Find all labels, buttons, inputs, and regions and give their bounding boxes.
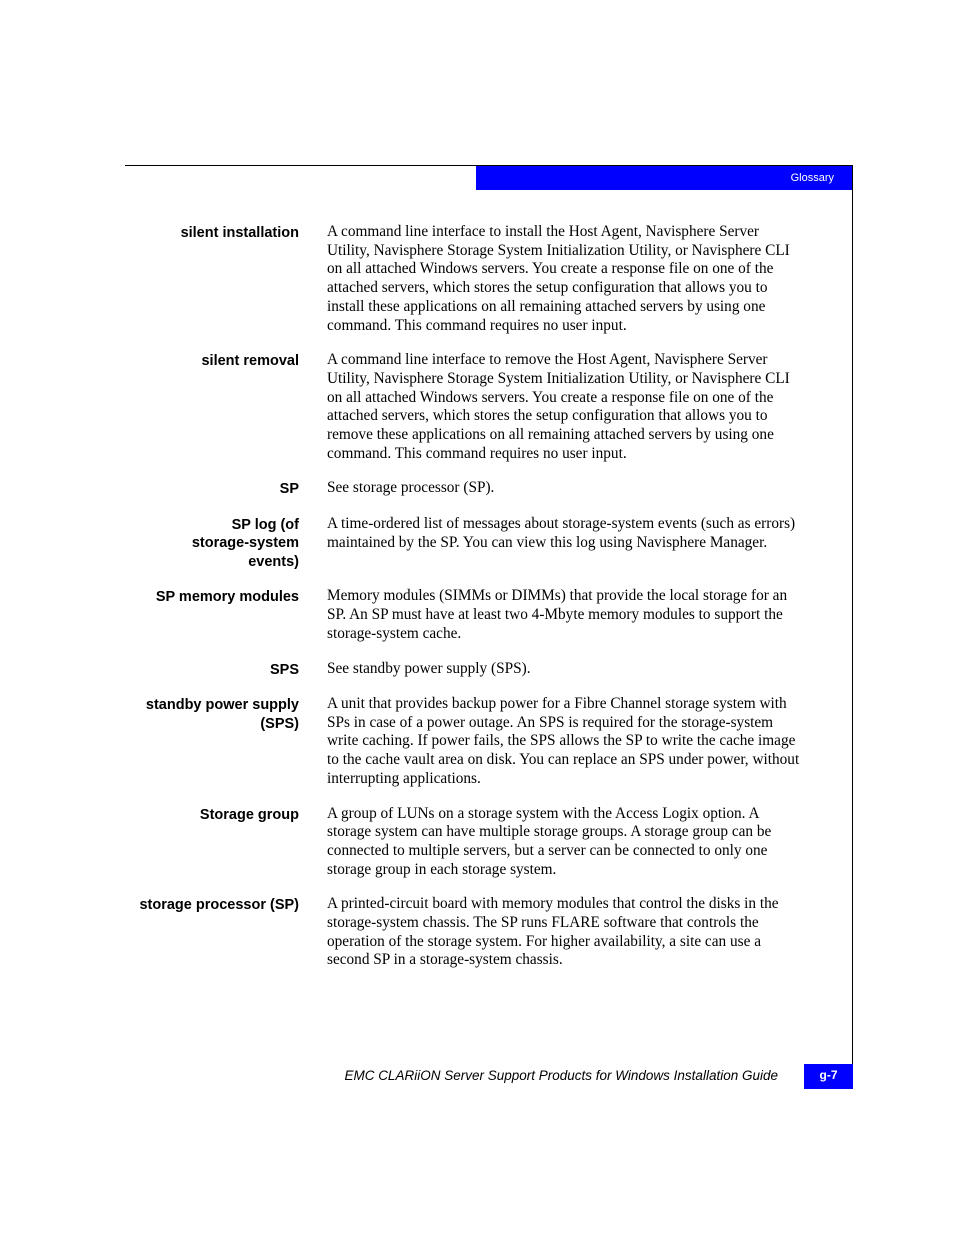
glossary-definition: A time-ordered list of messages about storage-system events (such as errors) maintained by the SP. You can view this log using Navisphere Manager.: [327, 514, 796, 551]
glossary-entry: [0, 660, 954, 680]
glossary-definition: A unit that provides backup power for a Fibre Channel storage system with SPs in case of a power outage. An SPS is required for the storage-system write caching. If power fails, the SPS allows the SP to write the cache image to the cache vault area on disk. You can replace an SPS under power, without interrupting applications.: [327, 695, 800, 787]
glossary-entry: [0, 515, 954, 572]
glossary-entry: [0, 895, 954, 970]
section-header: Glossary: [476, 166, 852, 190]
glossary-term: Storage group: [199, 806, 299, 823]
footer-book-title: EMC CLARiiON Server Support Products for Windows Installation Guide: [344, 1068, 778, 1083]
page-number: g-7: [804, 1064, 853, 1089]
glossary-definition: Memory modules (SIMMs or DIMMs) that provide the local storage for an SP. An SP must have at least two 4-Mbyte memory modules to support the storage-system cache.: [327, 587, 788, 642]
glossary-entry: [0, 351, 954, 463]
glossary-entry: [0, 479, 954, 499]
glossary-term: storage processor (SP): [139, 897, 299, 914]
glossary-definition: A printed-circuit board with memory modules that control the disks in the storage-system chassis. The SP runs FLARE software that controls the operation of the storage system. For higher availability, a site can use a second SP in a storage-system chassis.: [327, 895, 779, 969]
glossary-term: SP log (of storage-system events): [191, 516, 299, 570]
glossary-entries: [0, 223, 954, 986]
glossary-entry: [0, 695, 954, 789]
glossary-definition: See storage processor (SP).: [327, 479, 495, 497]
glossary-definition: A command line interface to remove the Host Agent, Navisphere Server Utility, Navisphere Storage System Initialization Utility, or Navisphere CLI on all attached Windows servers. You create a response file on one of the attached servers, which stores the setup configuration that allows you to remove these applications on all remaining attached servers by using one command. This command requires no user input.: [327, 351, 790, 462]
glossary-term: silent installation: [180, 225, 299, 241]
glossary-entry: [0, 587, 954, 643]
glossary-term: standby power supply (SPS): [145, 697, 299, 732]
glossary-term: silent removal: [201, 353, 299, 370]
glossary-term: SPS: [269, 661, 299, 678]
glossary-entry: [0, 805, 954, 880]
glossary-term: SP memory modules: [155, 589, 299, 606]
glossary-entry: [0, 223, 954, 335]
glossary-definition: A group of LUNs on a storage system with the Access Logix option. A storage system can have multiple storage groups. A storage group can be connected to multiple servers, but a server can be connected to only one storage group in each storage system.: [327, 804, 772, 878]
glossary-term: SP: [279, 481, 299, 498]
glossary-definition: See standby power supply (SPS).: [327, 659, 531, 677]
glossary-definition: A command line interface to install the Host Agent, Navisphere Server Utility, Navisphere Storage System Initialization Utility, or Navisphere CLI on all attached Windows servers. You create a response file on one of the attached servers, which stores the setup configuration that allows you to install these applications on all remaining attached servers by using one command. This command requires no user input.: [327, 223, 790, 334]
